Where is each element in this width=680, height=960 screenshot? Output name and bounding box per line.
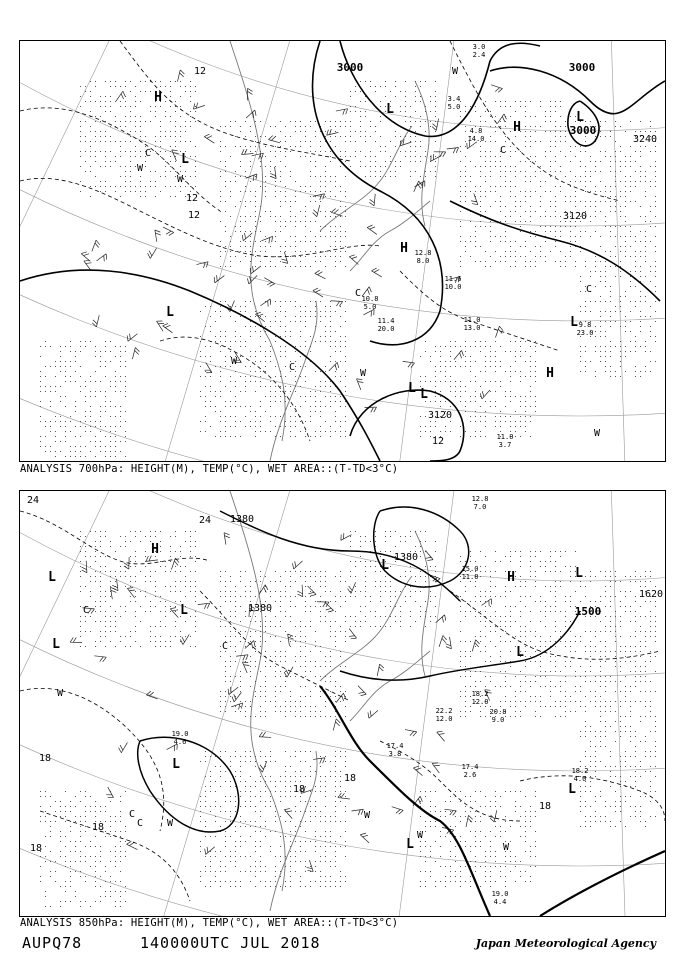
- pressure-center: H: [513, 120, 521, 135]
- coastline: [230, 491, 285, 891]
- longitude-line: [580, 491, 665, 916]
- contour-label: 3000: [569, 124, 597, 137]
- coastline: [415, 81, 429, 226]
- station-dewpoint-depression: 3.7: [498, 441, 512, 449]
- latitude-line: [20, 491, 665, 916]
- station-value: 11.6: [444, 275, 462, 283]
- temperature-mark: W: [176, 174, 184, 185]
- temperature-mark: C: [288, 362, 296, 373]
- pressure-center: H: [400, 241, 408, 256]
- pressure-center: L: [576, 110, 584, 125]
- map-850hpa-chart: [20, 491, 665, 916]
- height-contour: [138, 737, 239, 832]
- station-value: 12.8: [414, 249, 432, 257]
- latitude-line: [20, 491, 665, 581]
- longitude-line: [20, 491, 580, 824]
- station-dewpoint-depression: 3.8: [388, 750, 402, 758]
- latitude-line: [20, 491, 665, 676]
- contour-label: 18: [538, 801, 552, 812]
- temperature-mark: C: [585, 284, 593, 295]
- contour-label: 12: [185, 193, 199, 204]
- pressure-center: H: [546, 366, 554, 381]
- pressure-center: H: [154, 90, 162, 105]
- station-dewpoint-depression: 12.0: [435, 715, 453, 723]
- pressure-center: L: [172, 757, 180, 772]
- longitude-line: [126, 491, 580, 916]
- station-value: 20.8: [489, 708, 507, 716]
- height-contour: [340, 41, 540, 136]
- product-code: AUPQ78: [22, 934, 83, 952]
- temperature-mark: W: [166, 818, 174, 829]
- pressure-center: L: [406, 837, 414, 852]
- pressure-center: L: [408, 381, 416, 396]
- longitude-line: [20, 491, 580, 916]
- isotherm: [400, 271, 560, 351]
- temperature-mark: W: [363, 810, 371, 821]
- station-value: 17.4: [386, 742, 404, 750]
- temperature-mark: C: [136, 818, 144, 829]
- caption-700hpa: ANALYSIS 700hPa: HEIGHT(M), TEMP(°C), WET AREA::(T-TD<3°C): [20, 463, 399, 475]
- temperature-mark: C: [221, 641, 229, 652]
- station-dewpoint-depression: 14.0: [467, 135, 485, 143]
- agency-credit: Japan Meteorological Agency: [475, 937, 656, 950]
- contour-label: 12: [431, 436, 445, 447]
- station-dewpoint-depression: 11.0: [461, 573, 479, 581]
- pressure-center: L: [568, 782, 576, 797]
- contour-label: 1500: [574, 605, 602, 618]
- station-value: 11.4: [377, 317, 395, 325]
- station-value: 4.8: [469, 127, 483, 135]
- temperature-mark: W: [416, 830, 424, 841]
- station-value: 9.8: [578, 321, 592, 329]
- latitude-line: [20, 41, 665, 461]
- contour-label: 18: [38, 753, 52, 764]
- longitude-line: [580, 491, 665, 916]
- station-value: 17.4: [461, 763, 479, 771]
- wet-area-stipple: [40, 81, 656, 457]
- latitude-line: [20, 41, 665, 416]
- station-value: 19.0: [491, 890, 509, 898]
- coastline: [350, 651, 430, 721]
- caption-850hpa: ANALYSIS 850hPa: HEIGHT(M), TEMP(°C), WET AREA::(T-TD<3°C): [20, 917, 399, 929]
- pressure-center: L: [570, 315, 578, 330]
- contour-label: 24: [198, 515, 212, 526]
- contour-label: 3120: [562, 211, 588, 222]
- station-dewpoint-depression: 8.0: [416, 257, 430, 265]
- station-dewpoint-depression: 5.0: [447, 103, 461, 111]
- isotherm: [520, 776, 665, 821]
- station-dewpoint-depression: 7.0: [473, 503, 487, 511]
- temperature-mark: W: [230, 356, 238, 367]
- isotherm: [20, 511, 210, 564]
- temperature-mark: W: [56, 688, 64, 699]
- contour-label: 1380: [393, 552, 419, 563]
- pressure-center: L: [48, 570, 56, 585]
- temperature-mark: W: [136, 163, 144, 174]
- station-dewpoint-depression: 20.0: [377, 325, 395, 333]
- station-dewpoint-depression: 2.6: [463, 771, 477, 779]
- contour-label: 24: [26, 495, 40, 506]
- pressure-center: L: [420, 387, 428, 402]
- station-value: 11.0: [496, 433, 514, 441]
- map-panel-850hpa: [19, 490, 666, 917]
- temperature-mark: C: [128, 809, 136, 820]
- station-dewpoint-depression: 2.4: [472, 51, 486, 59]
- temperature-mark: C: [82, 605, 90, 616]
- pressure-center: L: [575, 566, 583, 581]
- height-contour: [540, 851, 665, 916]
- station-dewpoint-depression: 5.0: [363, 303, 377, 311]
- station-dewpoint-depression: 12.0: [471, 698, 489, 706]
- pressure-center: L: [181, 152, 189, 167]
- longitude-line: [126, 41, 580, 461]
- map-700hpa-chart: [20, 41, 665, 461]
- contour-label: 18: [343, 773, 357, 784]
- station-value: 15.0: [461, 565, 479, 573]
- station-dewpoint-depression: 4.6: [173, 738, 187, 746]
- contour-label: 12: [193, 66, 207, 77]
- contour-label: 18: [292, 784, 306, 795]
- station-value: 18.2: [571, 767, 589, 775]
- station-dewpoint-depression: 9.0: [491, 716, 505, 724]
- station-value: 18.2: [471, 690, 489, 698]
- height-contour: [490, 67, 665, 113]
- station-dewpoint-depression: 4.4: [493, 898, 507, 906]
- pressure-center: L: [180, 603, 188, 618]
- analysis-time: 140000UTC JUL 2018: [140, 934, 321, 952]
- coastline: [230, 41, 285, 441]
- station-value: 10.8: [361, 295, 379, 303]
- height-contour: [350, 390, 464, 461]
- temperature-mark: C: [144, 148, 152, 159]
- station-value: 22.2: [435, 707, 453, 715]
- pressure-center: H: [507, 570, 515, 585]
- station-value: 3.4: [447, 95, 461, 103]
- station-value: 19.0: [171, 730, 189, 738]
- station-value: 11.0: [463, 316, 481, 324]
- pressure-center: L: [381, 558, 389, 573]
- temperature-mark: W: [502, 842, 510, 853]
- latitude-line: [20, 491, 665, 866]
- pressure-center: L: [516, 645, 524, 660]
- pressure-center: L: [386, 102, 394, 117]
- temperature-mark: W: [451, 66, 459, 77]
- longitude-line: [580, 491, 631, 916]
- temperature-mark: W: [593, 428, 601, 439]
- station-value: 12.8: [471, 495, 489, 503]
- contour-label: 3000: [336, 61, 364, 74]
- pressure-center: L: [166, 305, 174, 320]
- temperature-mark: C: [354, 288, 362, 299]
- station-dewpoint-depression: 10.0: [444, 283, 462, 291]
- station-dewpoint-depression: 4.0: [573, 775, 587, 783]
- contour-label: 12: [187, 210, 201, 221]
- contour-label: 18: [91, 822, 105, 833]
- contour-label: 3120: [427, 410, 453, 421]
- contour-label: 1620: [638, 589, 664, 600]
- wind-barbs: [70, 530, 497, 873]
- temperature-mark: W: [359, 368, 367, 379]
- contour-label: 1380: [229, 514, 255, 525]
- station-value: 3.0: [472, 43, 486, 51]
- contour-label: 18: [29, 843, 43, 854]
- pressure-center: L: [52, 637, 60, 652]
- contour-label: 3000: [568, 61, 596, 74]
- contour-label: 1380: [247, 603, 273, 614]
- height-contour: [20, 270, 380, 461]
- contour-label: 3240: [632, 134, 658, 145]
- height-contour: [374, 507, 469, 587]
- station-dewpoint-depression: 13.0: [463, 324, 481, 332]
- station-dewpoint-depression: 23.0: [576, 329, 594, 337]
- temperature-mark: C: [499, 145, 507, 156]
- map-panel-700hpa: [19, 40, 666, 462]
- pressure-center: H: [151, 542, 159, 557]
